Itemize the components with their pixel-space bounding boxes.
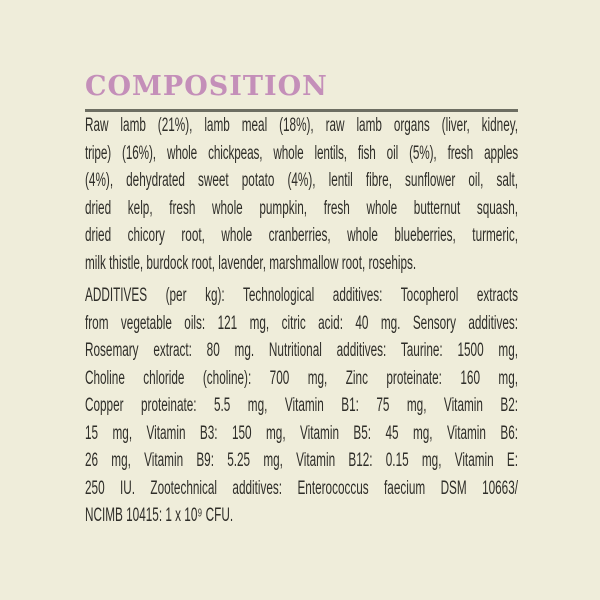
text-line: dried kelp, fresh whole pumpkin, fresh whole butternut squash, — [85, 197, 519, 219]
text-line: NCIMB 10415: 1 x 10⁹ CFU. — [85, 505, 234, 526]
text-line: 26 mg, Vitamin B9: 5.25 mg, Vitamin B12: 0.15 mg, Vitamin E: — [85, 450, 519, 471]
text-line: dried chicory root, whole cranberries, whole blueberries, turmeric, — [85, 225, 519, 246]
text-line: (4%), dehydrated sweet potato (4%), lentil fibre, sunflower oil, salt, — [85, 170, 519, 191]
text-line: Choline chloride (choline): 700 mg, Zinc proteinate: 160 mg, — [85, 367, 519, 389]
text-block — [85, 112, 518, 530]
text-line: Copper proteinate: 5.5 mg, Vitamin B1: 75 mg, Vitamin B2: — [85, 395, 519, 416]
text-line: ADDITIVES (per kg): Technological additives: Tocopherol extracts — [85, 285, 519, 306]
text-line: Rosemary extract: 80 mg. Nutritional additives: Taurine: 1500 mg, — [85, 340, 519, 361]
ingredients-paragraph — [85, 112, 518, 277]
additives-paragraph — [85, 282, 518, 530]
text-line: 15 mg, Vitamin B3: 150 mg, Vitamin B5: 45 mg, Vitamin B6: — [85, 422, 519, 444]
text-line: from vegetable oils: 121 mg, citric acid: 40 mg. Sensory additives: — [85, 312, 519, 334]
text-line: tripe) (16%), whole chickpeas, whole lentils, fish oil (5%), fresh apples — [85, 142, 519, 164]
text-line: 250 IU. Zootechnical additives: Enterococcus faecium DSM 10663/ — [85, 477, 519, 499]
text-line: Raw lamb (21%), lamb meal (18%), raw lamb organs (liver, kidney, — [85, 115, 519, 136]
composition-title: COMPOSITION — [85, 71, 328, 102]
text-line: milk thistle, burdock root, lavender, marshmallow root, rosehips. — [85, 252, 417, 274]
